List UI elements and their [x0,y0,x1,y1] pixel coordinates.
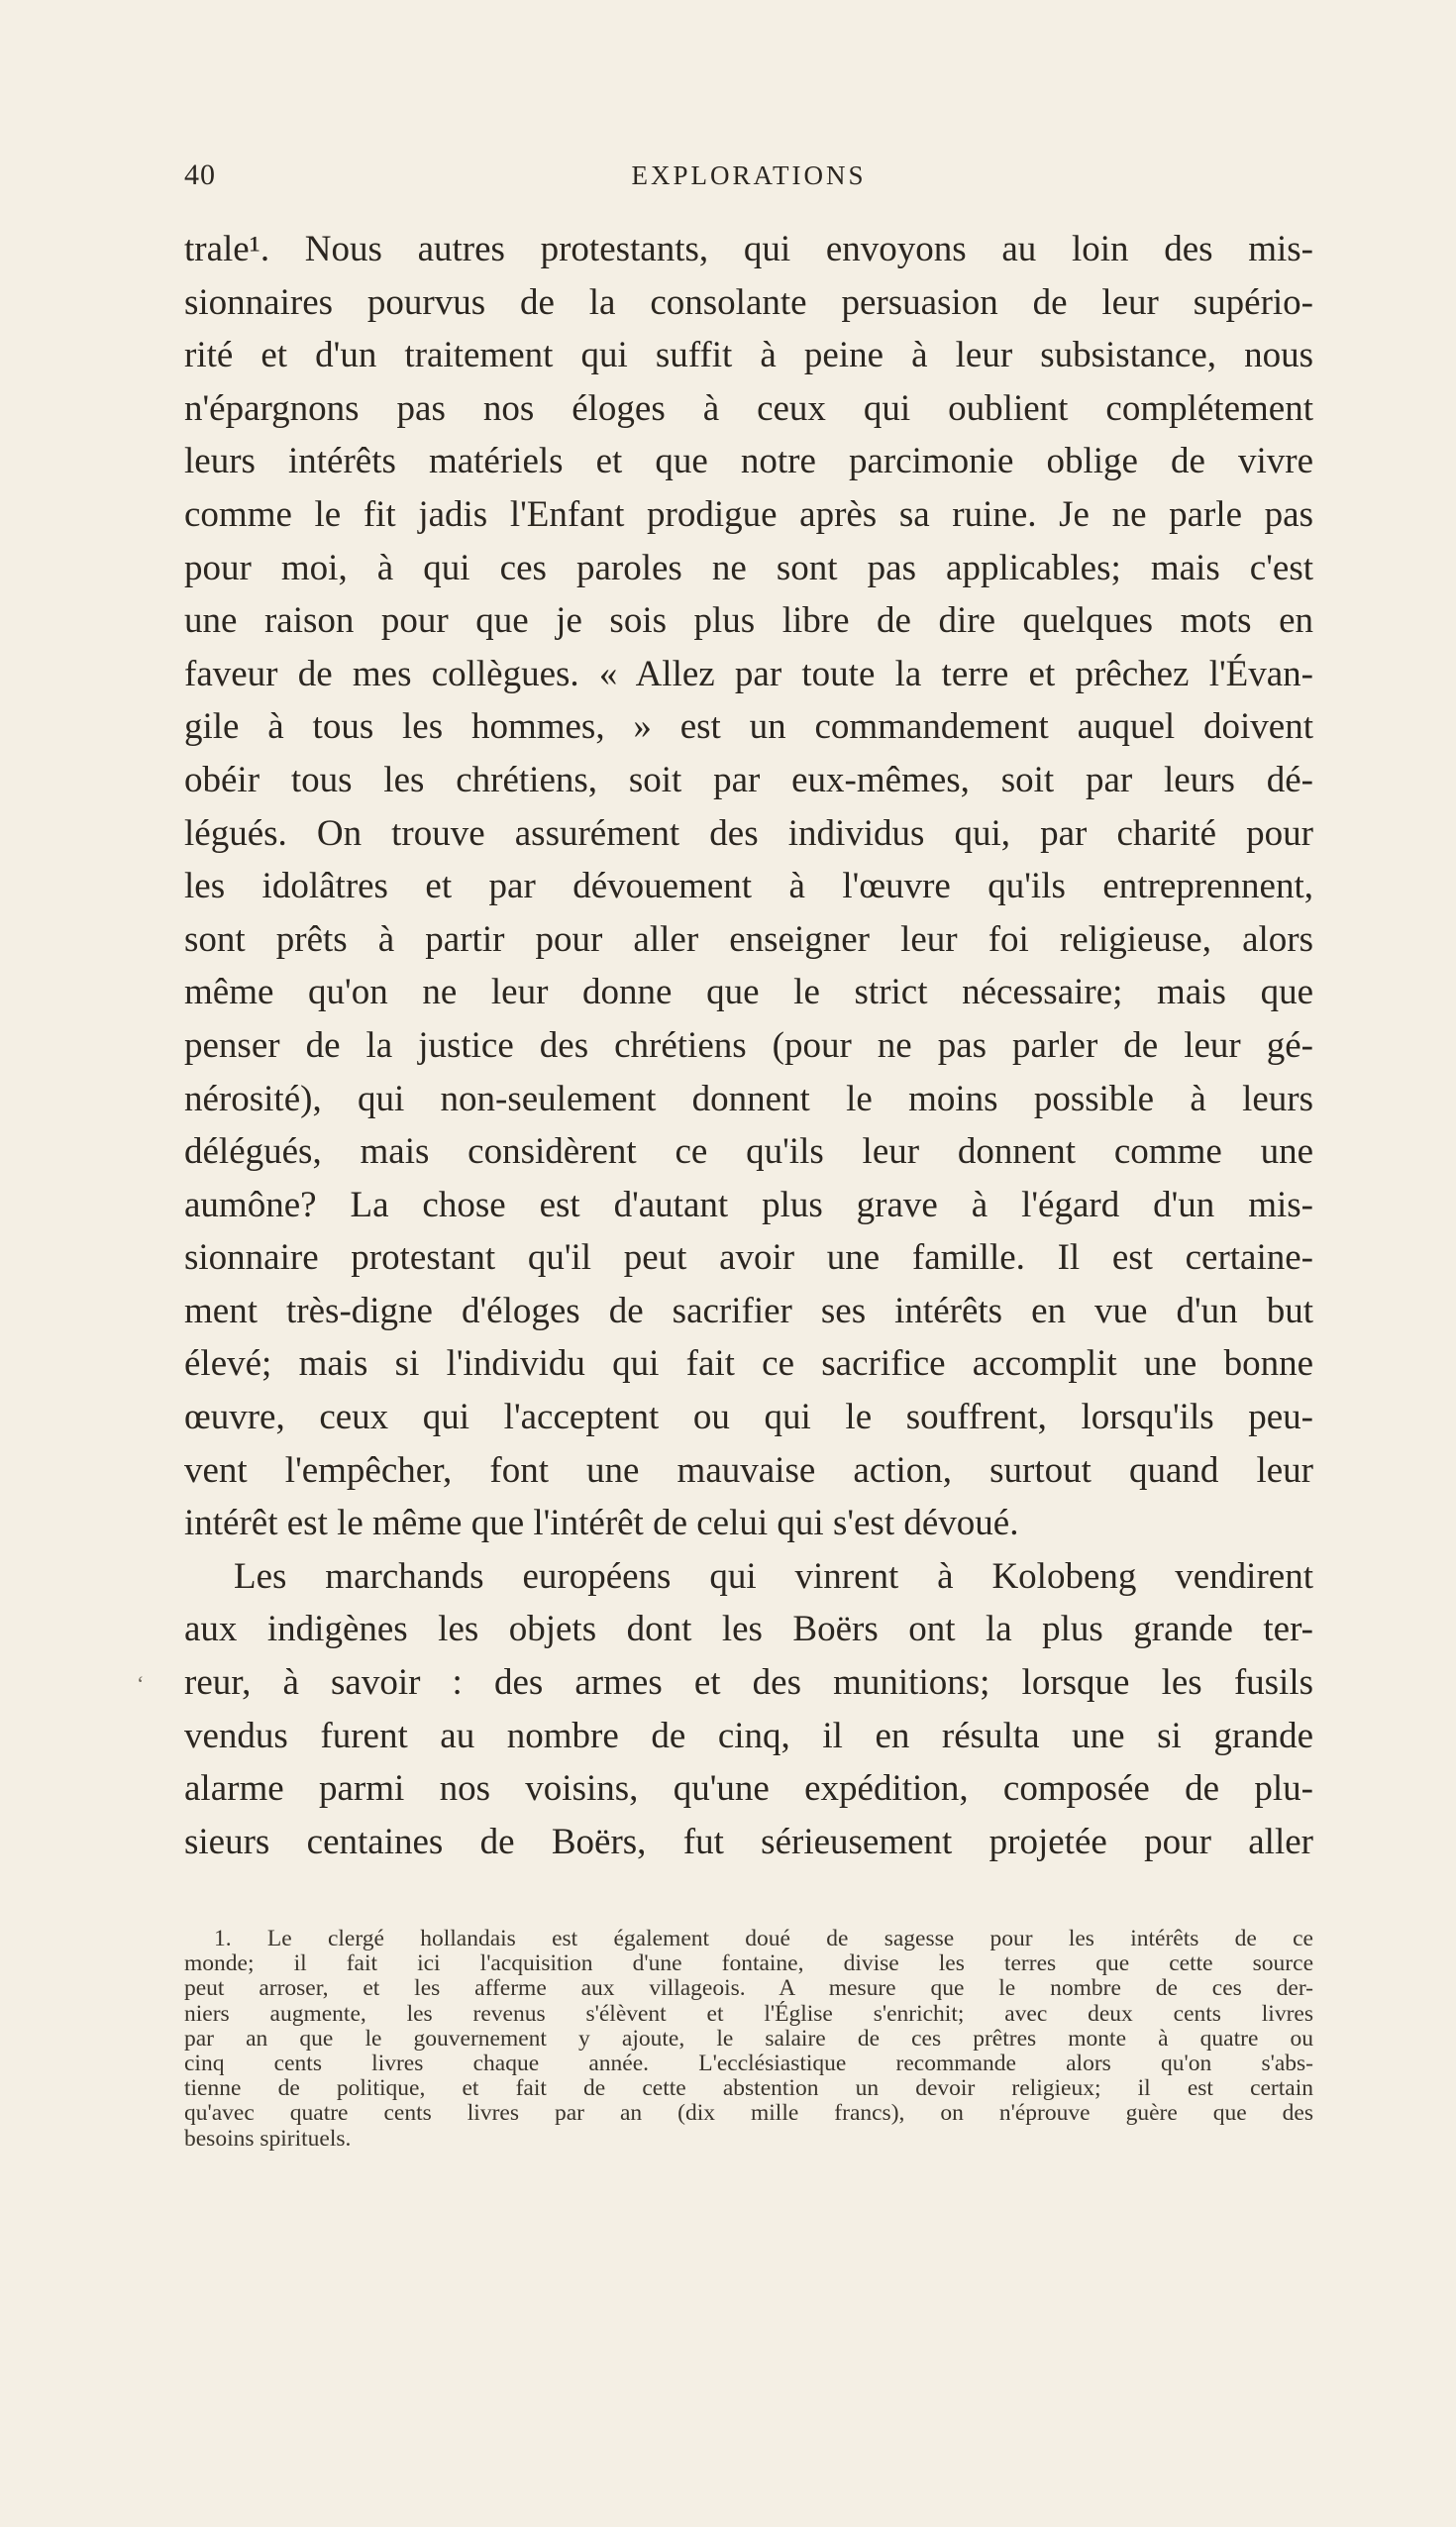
body-line: comme le fit jadis l'Enfant prodigue après sa ruine. Je ne parle pas [184,493,1313,535]
footnote-line: niers augmente, les revenus s'élèvent et l'Église s'enrichit; avec deux cents livres [184,2000,1313,2027]
body-line: une raison pour que je sois plus libre de dire quelques mots en [184,600,1313,642]
paragraph-start-line: Les marchands européens qui vinrent à Kolobeng vendirent [234,1555,1313,1597]
body-line: alarme parmi nos voisins, qu'une expédition, composée de plu- [184,1768,1313,1810]
body-line: sionnaire protestant qu'il peut avoir une famille. Il est certaine- [184,1237,1313,1279]
body-line: légués. On trouve assurément des individus qui, par charité pour [184,812,1313,854]
footnote-line: 1. Le clergé hollandais est également doué de sagesse pour les intérêts de ce [214,1926,1313,1951]
body-line: aux indigènes les objets dont les Boërs ont la plus grande ter- [184,1609,1313,1650]
body-line: nérosité), qui non-seulement donnent le moins possible à leurs [184,1078,1313,1119]
body-line: pour moi, à qui ces paroles ne sont pas applicables; mais c'est [184,547,1313,588]
footnote-line: qu'avec quatre cents livres par an (dix mille francs), on n'éprouve guère que des [184,2100,1313,2127]
body-line: même qu'on ne leur donne que le strict nécessaire; mais que [184,972,1313,1013]
body-line: ment très-digne d'éloges de sacrifier ses intérêts en vue d'un but [184,1290,1313,1331]
body-line: trale¹. Nous autres protestants, qui envoyons au loin des mis- [184,229,1313,269]
running-title: EXPLORATIONS [631,160,867,190]
body-line: reur, à savoir : des armes et des munitions; lorsque les fusils [184,1662,1313,1704]
body-line: leurs intérêts matériels et que notre parcimonie oblige de vivre [184,441,1313,482]
body-line: les idolâtres et par dévouement à l'œuvre qu'ils entreprennent, [184,866,1313,907]
body-line: rité et d'un traitement qui suffit à peine à leur subsistance, nous [184,335,1313,376]
body-line: sionnaires pourvus de la consolante persuasion de leur supério- [184,281,1313,323]
body-line: obéir tous les chrétiens, soit par eux-mêmes, soit par leurs dé- [184,759,1313,800]
body-line: n'épargnons pas nos éloges à ceux qui oublient complétement [184,387,1313,429]
footnote-line: besoins spirituels. [184,2125,352,2152]
body-line: faveur de mes collègues. « Allez par toute la terre et prêchez l'Évan- [184,653,1313,694]
body-text [184,223,1313,1868]
body-line: sont prêts à partir pour aller enseigner leur foi religieuse, alors [184,918,1313,960]
body-line: sieurs centaines de Boërs, fut sérieusement projetée pour aller [184,1821,1313,1862]
footnote-line: cinq cents livres chaque année. L'ecclésiastique recommande alors qu'on s'abs- [184,2050,1313,2076]
footnote-line: peut arroser, et les afferme aux villageois. A mesure que le nombre de ces der- [184,1975,1313,2002]
footnote [184,1927,1313,2152]
body-line: penser de la justice des chrétiens (pour ne pas parler de leur gé- [184,1024,1313,1066]
body-line: œuvre, ceux qui l'acceptent ou qui le souffrent, lorsqu'ils peu- [184,1397,1313,1438]
page-number: 40 [184,158,216,191]
page-header [184,158,1313,198]
footnote-line: monde; il fait ici l'acquisition d'une fontaine, divise les terres que cette source [184,1950,1313,1977]
marginal-mark: ʻ [137,1671,145,1696]
body-line: élevé; mais si l'individu qui fait ce sacrifice accomplit une bonne [184,1343,1313,1385]
paragraph-end-line: intérêt est le même que l'intérêt de celui qui s'est dévoué. [184,1503,1019,1544]
footnote-line: tienne de politique, et fait de cette abstention un devoir religieux; il est certain [184,2075,1313,2102]
body-line: délégués, mais considèrent ce qu'ils leur donnent comme une [184,1131,1313,1173]
body-line: vent l'empêcher, font une mauvaise action, surtout quand leur [184,1449,1313,1491]
body-line: aumône? La chose est d'autant plus grave à l'égard d'un mis- [184,1184,1313,1225]
body-line: vendus furent au nombre de cinq, il en résulta une si grande [184,1715,1313,1756]
footnote-line: par an que le gouvernement y ajoute, le salaire de ces prêtres monte à quatre ou [184,2025,1313,2052]
body-line: gile à tous les hommes, » est un commandement auquel doivent [184,706,1313,748]
